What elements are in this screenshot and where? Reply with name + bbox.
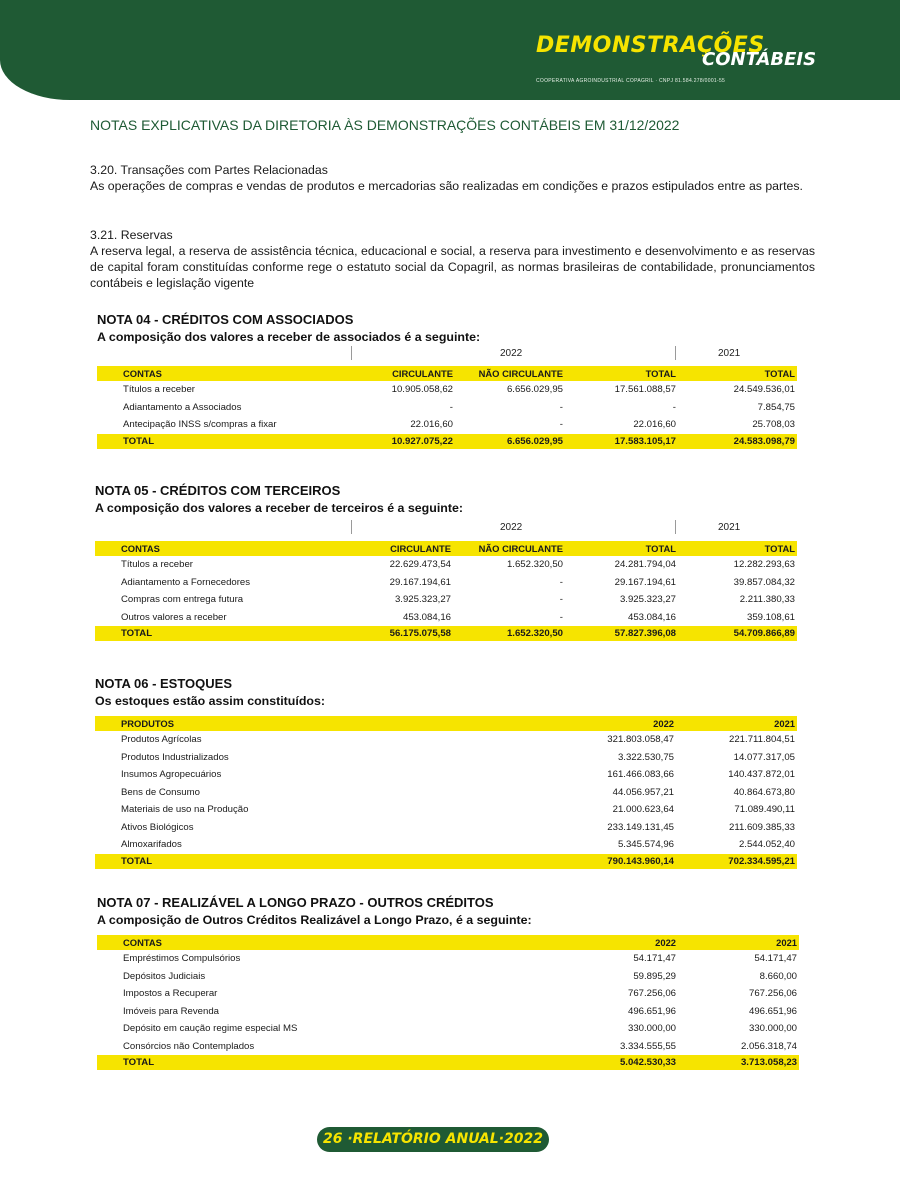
total-value: 57.827.396,08 [565, 626, 678, 641]
column-header: CONTAS [97, 935, 457, 950]
column-header: CIRCULANTE [329, 366, 455, 381]
cell-value: - [559, 576, 563, 588]
nota04-subtitle: A composição dos valores a receber de associados é a seguinte: [97, 330, 481, 344]
year-label: 2022 [500, 522, 523, 533]
cell-value: - [559, 401, 563, 413]
table-row [95, 609, 797, 627]
column-header: CIRCULANTE [327, 541, 453, 556]
table-header-row [97, 366, 797, 381]
table-row [95, 784, 797, 802]
year-label: 2022 [500, 348, 523, 359]
total-label: TOTAL [95, 626, 327, 641]
table-row [95, 731, 797, 749]
cell-value: 3.334.555,55 [619, 1040, 676, 1052]
row-label: Bens de Consumo [121, 786, 200, 798]
cell-value: 8.660,00 [759, 970, 797, 982]
nota05-subtitle: A composição dos valores a receber de terceiros é a seguinte: [95, 501, 463, 515]
cell-value: 767.256,06 [627, 988, 676, 1000]
row-label: Insumos Agropecuários [121, 769, 222, 781]
total-label: TOTAL [97, 1055, 457, 1070]
table-total-row [95, 854, 797, 869]
cell-value: 453.084,16 [402, 611, 451, 623]
table-row [95, 591, 797, 609]
table-row [95, 574, 797, 592]
row-label: Almoxarifados [121, 839, 182, 851]
cell-value: 10.905.058,62 [391, 384, 453, 396]
nota06-table [95, 716, 797, 869]
table-row [95, 766, 797, 784]
row-label: Depósitos Judiciais [123, 970, 206, 982]
section-3-21 [90, 227, 815, 291]
section-3-20 [90, 162, 815, 194]
cell-value: 211.609.385,33 [729, 821, 795, 833]
column-header: CONTAS [95, 541, 327, 556]
cell-value: - [559, 419, 563, 431]
column-header: CONTAS [97, 366, 329, 381]
column-header: 2021 [678, 935, 799, 950]
cell-value: - [672, 401, 676, 413]
table-total-row [95, 626, 797, 641]
row-label: Consórcios não Contemplados [123, 1040, 255, 1052]
row-label: Produtos Agrícolas [121, 734, 202, 746]
table-header-row [97, 935, 799, 950]
cell-value: 22.016,60 [633, 419, 676, 431]
row-label: Depósito em caução regime especial MS [123, 1023, 298, 1035]
section-title: 3.21. Reservas [90, 228, 173, 242]
table-row [97, 1020, 799, 1038]
table-row [97, 399, 797, 417]
cell-value: 44.056.957,21 [612, 786, 674, 798]
total-value: 702.334.595,21 [676, 854, 797, 869]
cell-value: 14.077.317,05 [733, 751, 795, 763]
cell-value: 21.000.623,64 [612, 804, 674, 816]
total-value: 6.656.029,95 [455, 434, 565, 449]
column-header: NÃO CIRCULANTE [453, 541, 565, 556]
nota05-table [95, 541, 797, 641]
table-total-row [97, 1055, 799, 1070]
cell-value: 54.171,47 [633, 953, 676, 965]
total-value: 10.927.075,22 [329, 434, 455, 449]
cell-value: - [449, 401, 453, 413]
cell-value: 3.322.530,75 [617, 751, 674, 763]
cell-value: 161.466.083,66 [607, 769, 674, 781]
cell-value: 321.803.058,47 [607, 734, 674, 746]
nota04-title: NOTA 04 - CRÉDITOS COM ASSOCIADOS [97, 312, 354, 327]
cell-value: 359.108,61 [746, 611, 795, 623]
section-text: As operações de compras e vendas de produtos e mercadorias são realizadas em condições e prazos estipulados entre as partes. [90, 179, 803, 193]
cell-value: 59.895,29 [633, 970, 676, 982]
cell-value: 330.000,00 [627, 1023, 676, 1035]
table-row [97, 968, 799, 986]
column-header: TOTAL [678, 541, 797, 556]
cell-value: 1.652.320,50 [506, 559, 563, 571]
row-label: Compras com entrega futura [121, 594, 244, 606]
table-total-row [97, 434, 797, 449]
cell-value: 221.711.804,51 [729, 734, 795, 746]
row-label: Ativos Biológicos [121, 821, 194, 833]
cell-value: 330.000,00 [748, 1023, 797, 1035]
total-value: 56.175.075,58 [327, 626, 453, 641]
table-row [95, 801, 797, 819]
table-row [97, 1038, 799, 1056]
column-header: 2022 [457, 935, 678, 950]
row-label: Títulos a receber [123, 384, 195, 396]
total-label: TOTAL [97, 434, 329, 449]
total-value: 24.583.098,79 [678, 434, 797, 449]
cell-value: - [559, 594, 563, 606]
column-header: TOTAL [565, 541, 678, 556]
total-value: 5.042.530,33 [457, 1055, 678, 1070]
cell-value: 3.925.323,27 [394, 594, 451, 606]
cell-value: 29.167.194,61 [614, 576, 676, 588]
table-header-row [95, 716, 797, 731]
cell-value: 24.549.536,01 [733, 384, 795, 396]
cell-value: 29.167.194,61 [389, 576, 451, 588]
cell-value: 12.282.293,63 [733, 559, 795, 571]
notes-heading: NOTAS EXPLICATIVAS DA DIRETORIA ÀS DEMONSTRAÇÕES CONTÁBEIS EM 31/12/2022 [90, 117, 680, 133]
cell-value: 22.016,60 [410, 419, 453, 431]
column-header: 2022 [455, 716, 676, 731]
cell-value: 25.708,03 [752, 419, 795, 431]
cell-value: 3.925.323,27 [619, 594, 676, 606]
cell-value: 6.656.029,95 [506, 384, 563, 396]
table-row [95, 749, 797, 767]
table-row [95, 819, 797, 837]
cell-value: 24.281.794,04 [614, 559, 676, 571]
divider [675, 346, 676, 360]
cell-value: 2.544.052,40 [738, 839, 795, 851]
cell-value: 40.864.673,80 [733, 786, 795, 798]
row-label: Imóveis para Revenda [123, 1005, 219, 1017]
divider [351, 520, 352, 534]
nota07-table [97, 935, 799, 1070]
table-header-row [95, 541, 797, 556]
cell-value: - [559, 611, 563, 623]
column-header: NÃO CIRCULANTE [455, 366, 565, 381]
nota04-table [97, 366, 797, 449]
total-value: 54.709.866,89 [678, 626, 797, 641]
cell-value: 767.256,06 [748, 988, 797, 1000]
total-value: 790.143.960,14 [455, 854, 676, 869]
nota06-title: NOTA 06 - ESTOQUES [95, 676, 233, 691]
row-label: Antecipação INSS s/compras a fixar [123, 419, 277, 431]
header-subtitle: CONTÁBEIS [702, 49, 817, 70]
cell-value: 140.437.872,01 [728, 769, 795, 781]
row-label: Produtos Industrializados [121, 751, 229, 763]
cell-value: 54.171,47 [754, 953, 797, 965]
nota07-subtitle: A composição de Outros Créditos Realizável a Longo Prazo, é a seguinte: [97, 913, 532, 927]
row-label: Empréstimos Compulsórios [123, 953, 241, 965]
row-label: Adiantamento a Fornecedores [121, 576, 251, 588]
total-value: 17.583.105,17 [565, 434, 678, 449]
cell-value: 496.651,96 [748, 1005, 797, 1017]
row-label: Impostos a Recuperar [123, 988, 218, 1000]
section-text: A reserva legal, a reserva de assistência técnica, educacional e social, a reserva para investimento e desenvolvimento e as reservas de capital foram constituídas conforme rege o estatuto social da Copagril, as normas brasileiras de contabilidade, pronunciamentos contábeis e legislação vigente [90, 244, 815, 290]
header-title: DEMONSTRAÇÕES [536, 33, 765, 58]
divider [675, 520, 676, 534]
table-row [97, 950, 799, 968]
column-header: PRODUTOS [95, 716, 455, 731]
total-value: 1.652.320,50 [453, 626, 565, 641]
nota06-subtitle: Os estoques estão assim constituídos: [95, 694, 325, 708]
cell-value: 7.854,75 [757, 401, 795, 413]
cell-value: 496.651,96 [627, 1005, 676, 1017]
row-label: Outros valores a receber [121, 611, 227, 623]
cell-value: 233.149.131,45 [607, 821, 674, 833]
column-header: 2021 [676, 716, 797, 731]
nota07-title: NOTA 07 - REALIZÁVEL A LONGO PRAZO - OUTROS CRÉDITOS [97, 895, 494, 910]
year-label: 2021 [718, 348, 741, 359]
total-label: TOTAL [95, 854, 455, 869]
cell-value: 5.345.574,96 [617, 839, 674, 851]
cell-value: 17.561.088,57 [614, 384, 676, 396]
cell-value: 71.089.490,11 [734, 804, 795, 816]
row-label: Materiais de uso na Produção [121, 804, 249, 816]
table-row [97, 381, 797, 399]
total-value: 3.713.058,23 [678, 1055, 799, 1070]
cell-value: 453.084,16 [627, 611, 676, 623]
row-label: Adiantamento a Associados [123, 401, 242, 413]
table-row [97, 1003, 799, 1021]
divider [351, 346, 352, 360]
cell-value: 2.211.380,33 [739, 594, 795, 606]
footer-page-label: 26 ·RELATÓRIO ANUAL·2022 [317, 1127, 549, 1152]
cell-value: 39.857.084,32 [733, 576, 795, 588]
column-header: TOTAL [565, 366, 678, 381]
header-small-text: COOPERATIVA AGROINDUSTRIAL COPAGRIL · CNPJ 81.584.278/0001-55 [536, 78, 726, 84]
year-label: 2021 [718, 522, 741, 533]
row-label: Títulos a receber [121, 559, 193, 571]
cell-value: 2.056.318,74 [740, 1040, 797, 1052]
cell-value: 22.629.473,54 [389, 559, 451, 571]
column-header: TOTAL [678, 366, 797, 381]
section-title: 3.20. Transações com Partes Relacionadas [90, 163, 328, 177]
table-row [97, 416, 797, 434]
table-row [95, 836, 797, 854]
nota05-title: NOTA 05 - CRÉDITOS COM TERCEIROS [95, 483, 341, 498]
table-row [95, 556, 797, 574]
table-row [97, 985, 799, 1003]
